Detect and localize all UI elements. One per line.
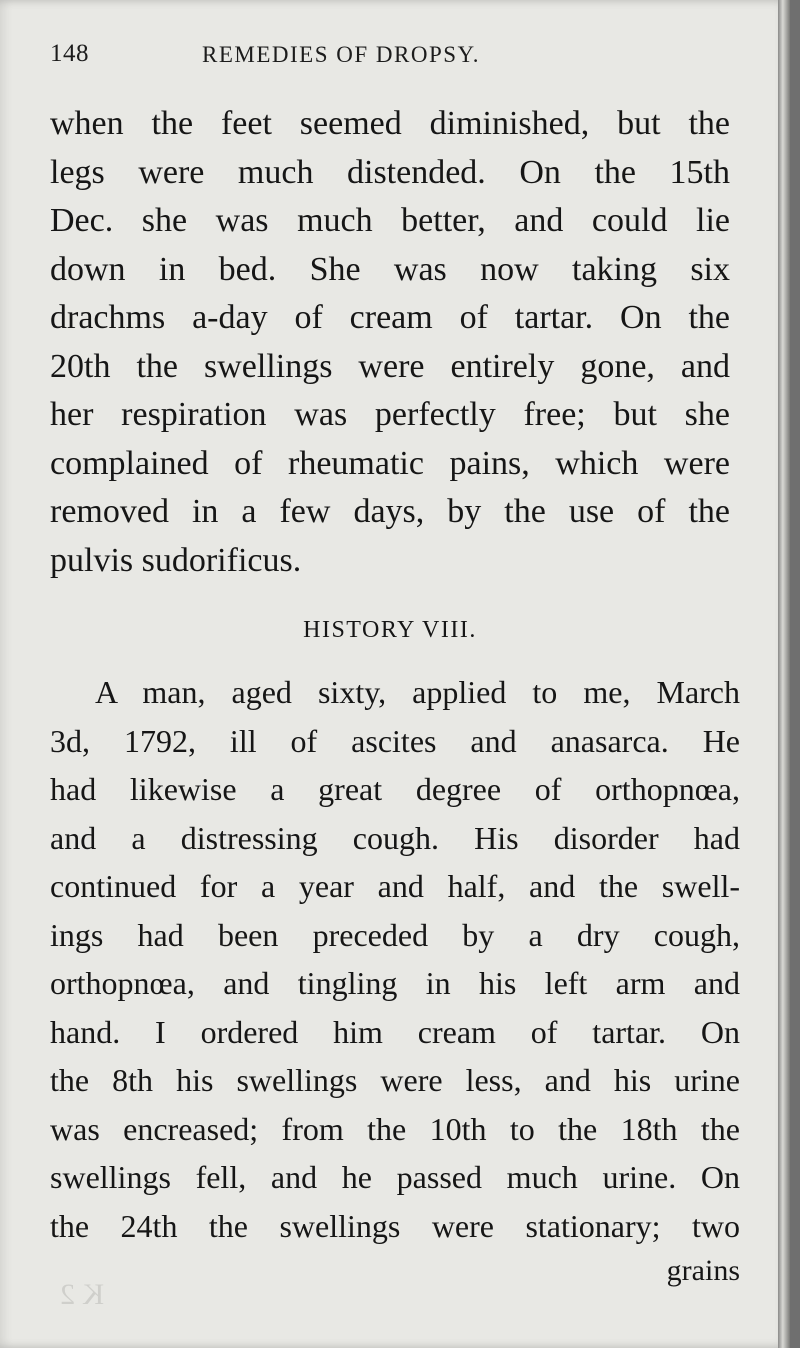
- text-line: A man, aged sixty, applied to me, March: [95, 674, 740, 710]
- text-line: drachms a-day of cream of tartar. On the: [50, 299, 730, 336]
- page-header: [50, 36, 740, 76]
- running-head: REMEDIES OF DROPSY.: [202, 42, 480, 67]
- paragraph-history-viii: [50, 668, 740, 1250]
- text-line: orthopnœa, and tingling in his left arm and: [50, 965, 740, 1001]
- text-line: removed in a few days, by the use of the: [50, 493, 730, 530]
- text-line: was encreased; from the 10th to the 18th the: [50, 1110, 740, 1147]
- text-line: 3d, 1792, ill of ascites and anasarca. He: [50, 722, 740, 759]
- text-line: continued for a year and half, and the swell-: [50, 868, 740, 904]
- page-number: 148: [50, 40, 89, 67]
- text-line: the 24th the swellings were stationary; two: [50, 1207, 740, 1244]
- text-line: swellings fell, and he passed much urine. On: [50, 1159, 740, 1195]
- text-line: pulvis sudorificus.: [50, 541, 302, 579]
- text-line: legs were much distended. On the 15th: [50, 153, 730, 191]
- text-line: when the feet seemed diminished, but the: [50, 105, 730, 142]
- text-line: and a distressing cough. His disorder had: [50, 819, 740, 856]
- show-through-text: K 2: [60, 1278, 105, 1311]
- text-line: 20th the swellings were entirely gone, and: [50, 347, 730, 385]
- catchword: grains: [666, 1254, 740, 1287]
- paragraph-continued: [50, 100, 730, 653]
- text-line: complained of rheumatic pains, which were: [50, 444, 730, 482]
- text-line: hand. I ordered him cream of tartar. On: [50, 1013, 740, 1050]
- text-line: down in bed. She was now taking six: [50, 250, 730, 288]
- text-line: had likewise a great degree of orthopnœa,: [50, 771, 740, 807]
- text-line: her respiration was perfectly free; but she: [50, 396, 730, 433]
- text-line: Dec. she was much better, and could lie: [50, 202, 730, 239]
- text-line: ings had been preceded by a dry cough,: [50, 916, 740, 953]
- text-line: the 8th his swellings were less, and his urine: [50, 1062, 740, 1098]
- section-heading: HISTORY VIII.: [303, 617, 477, 643]
- page-edge-shadow: [778, 0, 790, 1348]
